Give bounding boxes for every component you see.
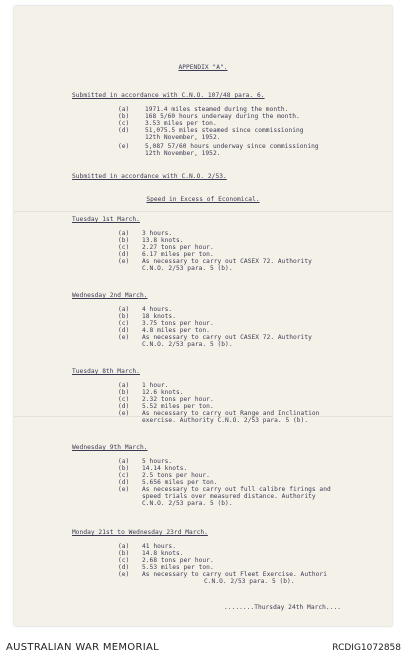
item-letter: (d) [118,479,130,486]
item-letter: (d) [118,564,130,571]
item-text: C.N.O. 2/53 para. 5 (b). [142,265,233,272]
item-text: 5,087 57/60 hours underway since commissioning [145,143,319,150]
item-letter: (a) [118,543,130,550]
item-text: exercise. Authority C.N.O. 2/53 para. 5 (b). [142,417,309,424]
day-heading: Monday 21st to Wednesday 23rd March. [72,529,208,536]
item-text: As necessary to carry out full calibre firings and [142,486,331,493]
item-text: 12th November, 1952. [145,150,221,157]
item-text: 3 hours. [142,230,173,237]
item-letter: (d) [118,403,130,410]
item-letter: (c) [118,244,130,251]
item-text: 14.8 knots. [142,550,184,557]
item-letter: (d) [118,327,130,334]
item-text: C.N.O. 2/53 para. 5 (b). [142,341,233,348]
day-heading: Wednesday 2nd March. [72,292,148,299]
institution-label: AUSTRALIAN WAR MEMORIAL [6,642,159,653]
item-letter: (e) [118,571,130,578]
item-letter: (a) [118,382,130,389]
item-letter: (e) [118,334,130,341]
item-text: 1971.4 miles steamed during the month. [145,106,289,113]
item-letter: (c) [118,120,130,127]
item-letter: (b) [118,113,130,120]
item-letter: (c) [118,396,130,403]
section-heading: Submitted in accordance with C.N.O. 107/48 para. 6. [72,92,265,99]
item-text: 51,075.5 miles steamed since commissioning [145,127,304,134]
footer-bar [0,633,409,666]
item-letter: (a) [118,230,130,237]
day-heading: Tuesday 8th March. [72,368,140,375]
item-text: 168 5/60 hours underway during the month. [145,113,300,120]
item-text: 4 hours. [142,306,173,313]
item-letter: (b) [118,313,130,320]
continuation-line: ........Thursday 24th March.... [224,604,342,611]
document-page [14,6,392,626]
item-letter: (c) [118,472,130,479]
item-text: As necessary to carry out Range and Inclination [142,410,320,417]
day-heading: Tuesday 1st March. [72,216,140,223]
item-text: 5.656 miles per ton. [142,479,218,486]
item-letter: (e) [118,143,130,150]
item-text: 41 hours. [142,543,176,550]
item-text: 6.17 miles per ton. [142,251,214,258]
item-letter: (b) [118,237,130,244]
item-text: 5 hours. [142,458,173,465]
item-text: 13.8 knots. [142,237,184,244]
item-text: 2.27 tons per hour. [142,244,214,251]
item-text: 2.68 tons per hour. [142,557,214,564]
page-fold [14,211,392,212]
item-letter: (b) [118,550,130,557]
item-text: C.N.O. 2/53 para. 5 (b). [142,500,233,507]
item-text: 14.14 knots. [142,465,188,472]
item-text: C.N.O. 2/53 para. 5 (b). [204,578,295,585]
item-letter: (a) [118,306,130,313]
item-text: 2.5 tons per hour. [142,472,210,479]
item-letter: (c) [118,557,130,564]
item-text: As necessary to carry out CASEX 72. Authority [142,334,312,341]
item-letter: (c) [118,320,130,327]
item-letter: (a) [118,458,130,465]
item-text: 4.8 miles per ton. [142,327,210,334]
section-subheading: Speed in Excess of Economical. [146,196,260,203]
item-text: 12th November, 1952. [145,134,221,141]
reference-id: RCDIG1072858 [332,643,401,653]
item-text: 18 knots. [142,313,176,320]
item-letter: (e) [118,410,130,417]
item-text: 3.75 tons per hour. [142,320,214,327]
item-text: 5.53 miles per ton. [142,564,214,571]
item-text: 3.53 miles per ton. [145,120,217,127]
item-letter: (d) [118,127,130,134]
section-heading: Submitted in accordance with C.N.O. 2/53. [72,173,227,180]
item-letter: (b) [118,465,130,472]
item-letter: (b) [118,389,130,396]
item-text: As necessary to carry out CASEX 72. Authority [142,258,312,265]
day-heading: Wednesday 9th March. [72,444,148,451]
item-letter: (d) [118,251,130,258]
appendix-title: APPENDIX "A". [178,64,228,71]
item-letter: (e) [118,258,130,265]
item-letter: (e) [118,486,130,493]
item-text: 2.32 tons per hour. [142,396,214,403]
item-text: 12.6 knots. [142,389,184,396]
item-letter: (a) [118,106,130,113]
item-text: 5.52 miles per ton. [142,403,214,410]
item-text: As necessary to carry out Fleet Exercise. Authori [142,571,327,578]
item-text: 1 hour. [142,382,169,389]
item-text: speed trials over measured distance. Authority [142,493,316,500]
